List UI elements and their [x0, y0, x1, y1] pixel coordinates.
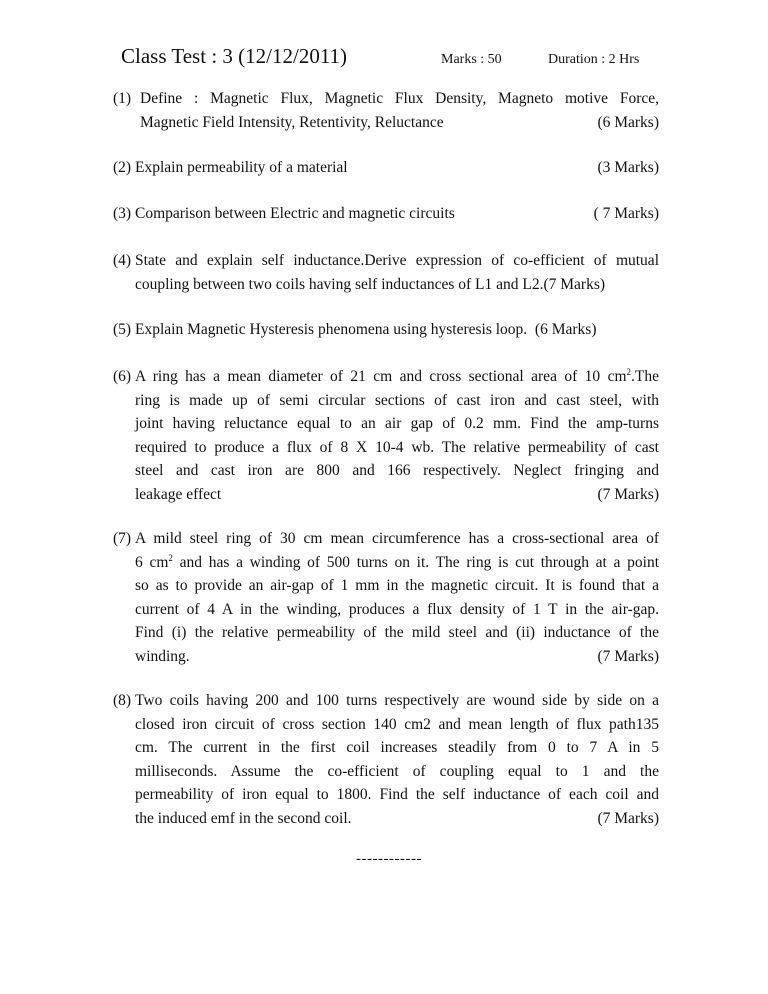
question-number: (3): [113, 205, 132, 222]
question-text-line: cm. The current in the first coil increases steadily from 0 to 7 A in 5: [135, 739, 659, 756]
question-text-line: Define : Magnetic Flux, Magnetic Flux Density, Magneto motive Force,: [140, 90, 659, 107]
question-text-line: Two coils having 200 and 100 turns respectively are wound side by side on a: [135, 692, 659, 709]
question-text-line: ring is made up of semi circular sections of cast iron and cast steel, with: [135, 391, 659, 409]
question-number: (5): [113, 321, 132, 338]
question-text-line: 6 $cm^2$ and has a winding of 500 turns on it. The ring is cut through at a point: [135, 552, 660, 571]
question-marks: (3 Marks): [597, 159, 659, 176]
question-6: [113, 365, 659, 506]
question-marks: (6 Marks): [597, 113, 659, 131]
question-number: (6): [113, 368, 132, 385]
question-3: [113, 202, 659, 226]
total-marks: Marks : 50: [441, 52, 502, 67]
superscript: 2: [626, 367, 632, 377]
end-divider: ------------: [356, 851, 422, 867]
test-header: [121, 44, 681, 74]
question-text-line: A ring has a mean diameter of 21 cm and cross sectional area of 10 $cm^2.The$: [135, 367, 659, 385]
question-5: [113, 318, 659, 342]
question-number: (2): [113, 159, 132, 176]
question-marks: ( 7 Marks): [593, 205, 659, 222]
question-text-line: State and explain self inductance.Derive expression of co-efficient of mutual: [135, 252, 659, 269]
question-number: (8): [113, 692, 132, 709]
question-text-line: closed iron circuit of cross section 140 cm2 and mean length of flux path135: [135, 715, 659, 733]
question-8: [113, 689, 659, 830]
question-marks: (7 Marks): [597, 809, 659, 827]
question-1: [113, 87, 659, 134]
question-text-line: Magnetic Field Intensity, Retentivity, Reluctance: [140, 113, 444, 131]
question-text-line: required to produce a flux of 8 X 10-4 wb. The relative permeability of cast: [135, 438, 659, 456]
question-2: [113, 156, 659, 180]
question-text-line: joint having reluctance equal to an air gap of 0.2 mm. Find the amp-turns: [135, 415, 659, 432]
question-text-line: current of 4 A in the winding, produces a flux density of 1 T in the air-gap.: [135, 600, 659, 618]
question-text-line: leakage effect: [135, 485, 222, 503]
superscript: 2: [168, 552, 173, 563]
question-marks: (7 Marks): [597, 647, 659, 665]
question-text-line: A mild steel ring of 30 cm mean circumference has a cross-sectional area of: [135, 530, 659, 547]
question-text-line: the induced emf in the second coil.: [135, 809, 352, 827]
question-text: Explain permeability of a material: [135, 159, 348, 176]
question-text-line: so as to provide an air-gap of 1 mm in the magnetic circuit. It is found that a: [135, 577, 659, 594]
question-text-line: steel and cast iron are 800 and 166 respectively. Neglect fringing and: [135, 462, 659, 479]
question-text-line: permeability of iron equal to 1800. Find the self inductance of each coil and: [135, 786, 659, 803]
question-text: Comparison between Electric and magnetic circuits: [135, 205, 455, 222]
question-marks: (7 Marks): [597, 485, 659, 503]
question-marks: (6 Marks): [534, 321, 597, 338]
question-text-line: Find (i) the relative permeability of the mild steel and (ii) inductance of the: [135, 624, 659, 641]
question-text: Explain Magnetic Hysteresis phenomena using hysteresis loop.: [135, 321, 528, 338]
question-text-line: winding.: [135, 647, 190, 665]
question-7: [113, 527, 659, 668]
question-4: [113, 249, 659, 296]
test-duration: Duration : 2 Hrs: [548, 52, 640, 67]
question-number: (1): [113, 90, 132, 107]
test-title: Class Test : 3 (12/12/2011): [121, 44, 348, 68]
question-number: (4): [113, 252, 132, 269]
question-text-line: coupling between two coils having self inductances of L1 and L2.(7 Marks): [135, 275, 606, 293]
question-number: (7): [113, 530, 132, 547]
question-text-line: milliseconds. Assume the co-efficient of coupling equal to 1 and the: [135, 762, 659, 780]
